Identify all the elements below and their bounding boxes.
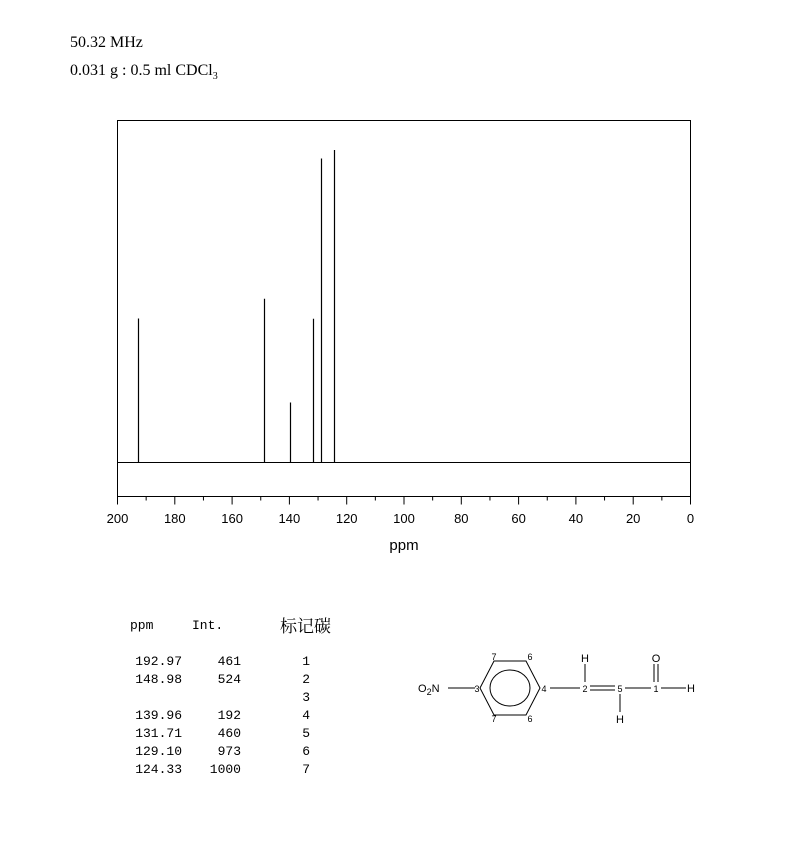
cell-ppm: 192.97: [135, 654, 182, 669]
cell-ppm: 139.96: [135, 708, 182, 723]
cell-ppm: 124.33: [135, 762, 182, 777]
atom-label-c2: 2: [582, 684, 588, 694]
x-tick-label: 140: [278, 511, 301, 526]
atom-label-h-bottom: H: [616, 714, 624, 726]
atom-label-c6-bottom: 6: [527, 714, 533, 724]
cell-intensity: 460: [217, 726, 241, 741]
x-axis-ticks: [118, 497, 691, 505]
cell-carbon: 1: [302, 654, 310, 669]
x-tick-label: 20: [625, 511, 641, 526]
cell-intensity: 1000: [209, 762, 241, 777]
x-tick-label: 40: [568, 511, 584, 526]
atom-label-h-top: H: [581, 653, 589, 665]
spectrum-peaks: [139, 150, 335, 463]
atom-label-c7-top: 7: [491, 652, 497, 662]
atom-label-oxygen: O: [651, 653, 661, 665]
cell-ppm: 131.71: [135, 726, 182, 741]
cell-carbon: 4: [302, 708, 310, 723]
atom-label-c7-bottom: 7: [491, 714, 497, 724]
cell-carbon: 2: [302, 672, 310, 687]
atom-label-c5: 5: [617, 684, 623, 694]
molecule-structure: [410, 640, 710, 730]
cell-carbon: 7: [302, 762, 310, 777]
header-labeled-carbon: 标记碳: [280, 617, 331, 637]
aromatic-circle: [490, 670, 530, 706]
x-tick-label: 0: [686, 511, 695, 526]
benzene-ring: [480, 661, 540, 715]
sample-subscript: 3: [212, 71, 218, 83]
cell-ppm: 129.10: [135, 744, 182, 759]
cell-carbon: 3: [302, 690, 310, 705]
cell-intensity: 192: [217, 708, 241, 723]
cell-ppm: 148.98: [135, 672, 182, 687]
cell-intensity: 461: [217, 654, 241, 669]
x-tick-label: 80: [454, 511, 469, 526]
header-intensity: Int.: [192, 618, 224, 633]
atom-label-c6-top: 6: [527, 652, 533, 662]
atom-label-c1: 1: [653, 684, 659, 694]
x-tick-label: 60: [511, 511, 526, 526]
cell-intensity: 524: [217, 672, 241, 687]
nitro-group-label: $O_2N$: [418, 683, 440, 697]
atom-label-c3: 3: [474, 684, 480, 694]
atom-label-c4: 4: [541, 684, 547, 694]
x-tick-label: 120: [335, 511, 358, 526]
x-tick-label: 200: [106, 511, 129, 526]
x-axis-tick-labels: [107, 511, 694, 526]
cell-intensity: 973: [217, 744, 241, 759]
x-tick-label: 100: [393, 511, 415, 526]
atom-label-h-right: H: [687, 683, 695, 695]
sample-text: 0.031 g : 0.5 ml CDCl: [70, 62, 213, 79]
spectrometer-frequency: 50.32 MHz: [70, 34, 143, 51]
x-tick-label: 160: [221, 511, 243, 526]
cell-carbon: 5: [302, 726, 310, 741]
x-tick-label: 180: [163, 511, 186, 526]
plot-frame: [118, 121, 691, 497]
cell-carbon: 6: [302, 744, 310, 759]
x-axis-title: ppm: [389, 537, 419, 554]
header-ppm: ppm: [130, 618, 154, 633]
